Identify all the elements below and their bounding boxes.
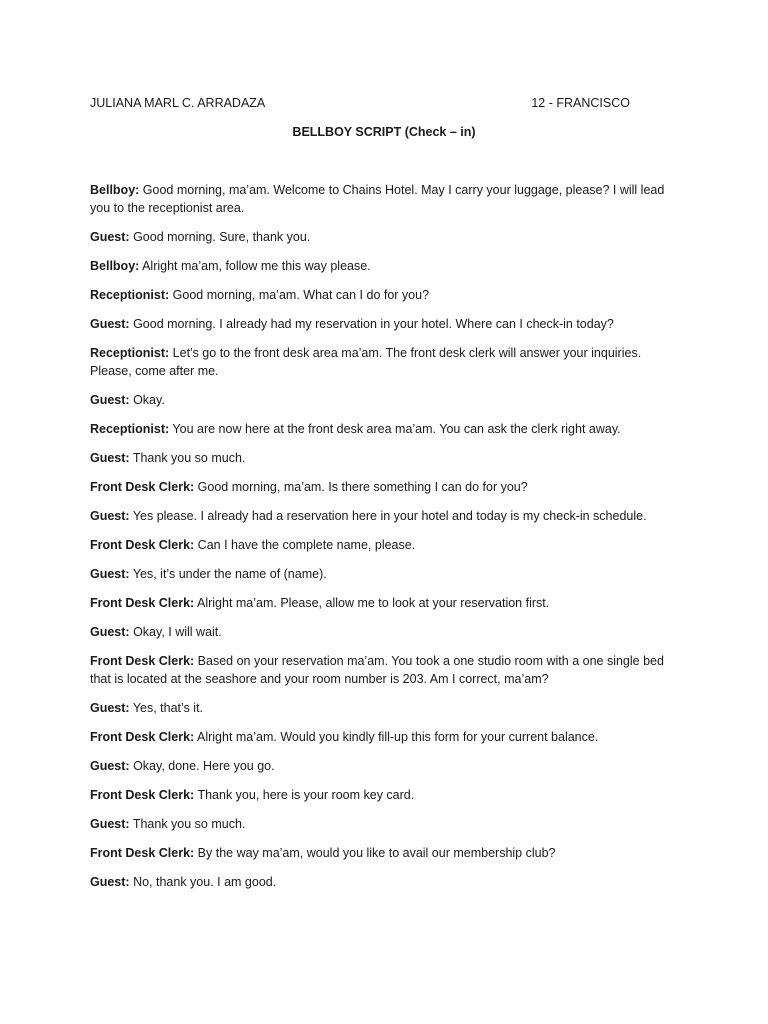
dialogue-line [90,565,680,583]
document-title: BELLBOY SCRIPT (Check – in) [292,125,476,139]
dialogue-line [90,757,680,775]
document-header [90,94,630,112]
dialogue-line [90,536,680,554]
line-text: Alright ma’am. Please, allow me to look at your reservation first. [194,596,550,610]
line-text: Let’s go to the front desk area ma’am. The front desk clerk will answer your inquiries. Please, come after me. [90,346,642,378]
dialogue-line [90,623,680,641]
line-text: Can I have the complete name, please. [194,538,416,552]
speaker-label: Front Desk Clerk: [90,788,195,802]
dialogue-line [90,449,680,467]
speaker-label: Front Desk Clerk: [90,654,195,668]
dialogue-line [90,594,680,612]
line-text: Okay, done. Here you go. [129,759,275,773]
speaker-label: Bellboy: [90,183,140,197]
speaker-label: Bellboy: [90,259,140,273]
line-text: Good morning. I already had my reservation in your hotel. Where can I check-in today? [129,317,614,331]
line-text: Yes, it’s under the name of (name). [129,567,327,581]
speaker-label: Receptionist: [90,288,170,302]
speaker-label: Guest: [90,393,130,407]
speaker-label: Guest: [90,567,130,581]
dialogue-line [90,286,680,304]
line-text: Yes please. I already had a reservation here in your hotel and today is my check-in schedule. [129,509,647,523]
dialogue-line [90,344,680,380]
line-text: Okay. [129,393,165,407]
speaker-label: Front Desk Clerk: [90,596,195,610]
dialogue-line [90,699,680,717]
line-text: By the way ma’am, would you like to avail our membership club? [194,846,556,860]
dialogue-line [90,391,680,409]
line-text: Alright ma’am, follow me this way please. [139,259,371,273]
section-name: 12 - FRANCISCO [531,96,630,110]
dialogue-line [90,844,680,862]
line-text: Good morning, ma’am. Is there something I can do for you? [194,480,528,494]
dialogue-line [90,652,680,688]
line-text: Good morning, ma’am. Welcome to Chains Hotel. May I carry your luggage, please? I will lead you to the receptionist area. [90,183,665,215]
speaker-label: Guest: [90,759,130,773]
line-text: Thank you so much. [129,817,246,831]
speaker-label: Front Desk Clerk: [90,846,195,860]
line-text: Good morning. Sure, thank you. [129,230,311,244]
speaker-label: Receptionist: [90,422,170,436]
line-text: Okay, I will wait. [129,625,222,639]
speaker-label: Front Desk Clerk: [90,480,195,494]
speaker-label: Guest: [90,451,130,465]
line-text: No, thank you. I am good. [129,875,277,889]
line-text: Thank you, here is your room key card. [194,788,415,802]
speaker-label: Guest: [90,317,130,331]
line-text: Thank you so much. [129,451,246,465]
speaker-label: Guest: [90,817,130,831]
dialogue-line [90,257,680,275]
dialogue-line [90,478,680,496]
dialogue-line [90,728,680,746]
author-name: JULIANA MARL C. ARRADAZA [90,96,266,110]
speaker-label: Guest: [90,701,130,715]
dialogue-line [90,228,680,246]
dialogue-line [90,181,680,217]
speaker-label: Front Desk Clerk: [90,538,195,552]
dialogue-line [90,420,680,438]
dialogue-line [90,315,680,333]
dialogue-line [90,507,680,525]
line-text: Based on your reservation ma’am. You took a one studio room with a one single bed that is located at the seashore and your room number is 203. Am I correct, ma’am? [90,654,664,686]
speaker-label: Guest: [90,230,130,244]
dialogue-line [90,873,680,891]
line-text: Yes, that’s it. [129,701,204,715]
dialogue-line [90,786,680,804]
speaker-label: Guest: [90,875,130,889]
speaker-label: Guest: [90,625,130,639]
line-text: Good morning, ma’am. What can I do for you? [169,288,430,302]
dialogue-line [90,815,680,833]
dialogue-script [90,181,680,902]
speaker-label: Guest: [90,509,130,523]
line-text: You are now here at the front desk area ma’am. You can ask the clerk right away. [169,422,621,436]
line-text: Alright ma’am. Would you kindly fill-up this form for your current balance. [194,730,599,744]
speaker-label: Front Desk Clerk: [90,730,195,744]
speaker-label: Receptionist: [90,346,170,360]
